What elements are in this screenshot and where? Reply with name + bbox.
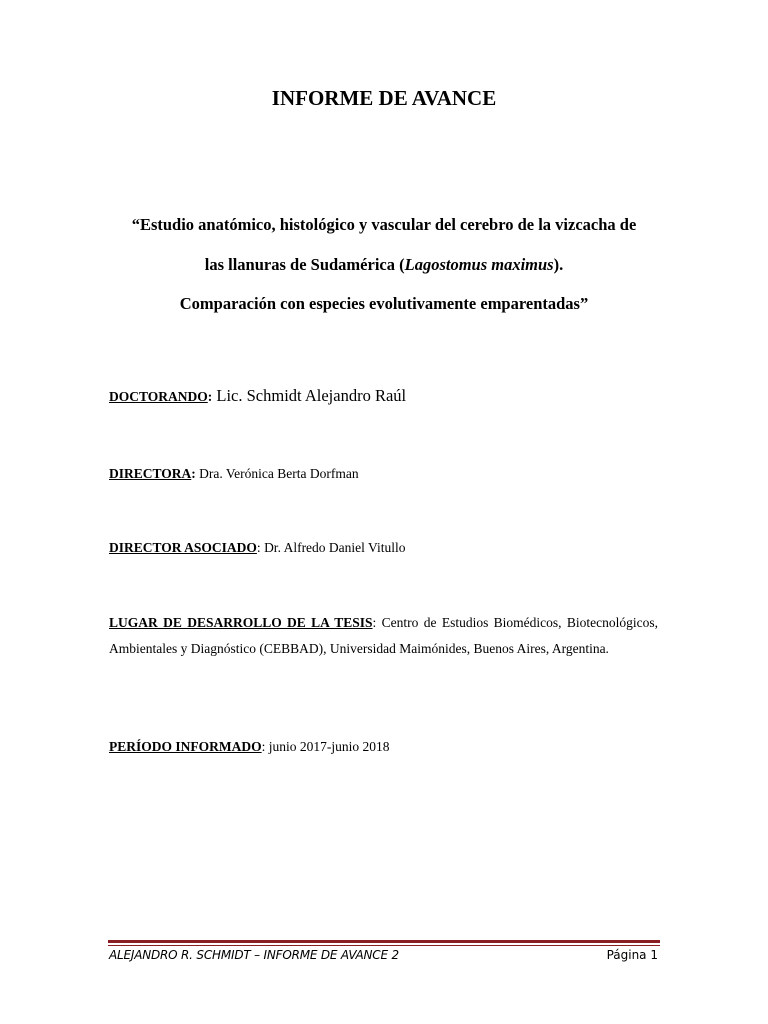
- thesis-title-line-1: “Estudio anatómico, histológico y vascular del cerebro de la vizcacha de: [131, 215, 637, 234]
- thesis-title-line-3: Comparación con especies evolutivamente emparentadas”: [179, 294, 589, 313]
- director-asociado-colon: :: [256, 540, 261, 555]
- document-title: INFORME DE AVANCE: [271, 86, 497, 110]
- lugar-label: LUGAR DE DESARROLLO DE LA TESIS: [109, 615, 373, 630]
- director-asociado-field: [109, 535, 658, 561]
- footer-rule-thick: [108, 940, 660, 943]
- directora-field: [109, 461, 658, 487]
- directora-label: DIRECTORA: [109, 466, 192, 481]
- periodo-label: PERÍODO INFORMADO: [109, 739, 262, 754]
- lugar-value: Centro de Estudios Biomédicos, Biotecnológicos, Ambientales y Diagnóstico (CEBBAD), Universidad Maimónides, Buenos Aires, Argentina.: [109, 615, 658, 656]
- director-asociado-value: Dr. Alfredo Daniel Vitullo: [260, 540, 406, 555]
- director-asociado-label: DIRECTOR ASOCIADO: [109, 540, 257, 555]
- lugar-colon: :: [372, 615, 377, 630]
- thesis-title-line-2: [100, 255, 668, 275]
- periodo-colon: :: [261, 739, 266, 754]
- directora-colon: :: [191, 466, 196, 481]
- lugar-field: [109, 610, 658, 662]
- directora-value: Dra. Verónica Berta Dorfman: [195, 466, 359, 481]
- doctorando-value: Lic. Schmidt Alejandro Raúl: [212, 386, 407, 405]
- doctorando-field: [109, 383, 658, 410]
- periodo-value: junio 2017-junio 2018: [265, 739, 390, 754]
- page-number: Página 1: [606, 948, 658, 962]
- footer-author: ALEJANDRO R. SCHMIDT – INFORME DE AVANCE 2: [109, 948, 399, 962]
- thesis-title-line-2-end: ).: [553, 255, 564, 274]
- footer-rule-thin: [108, 945, 660, 946]
- doctorando-colon: :: [207, 389, 213, 404]
- periodo-field: [109, 734, 658, 760]
- species-name: Lagostomus maximus: [404, 255, 554, 274]
- thesis-title-line-2-start: las llanuras de Sudamérica (: [204, 255, 405, 274]
- doctorando-label: DOCTORANDO: [109, 389, 208, 404]
